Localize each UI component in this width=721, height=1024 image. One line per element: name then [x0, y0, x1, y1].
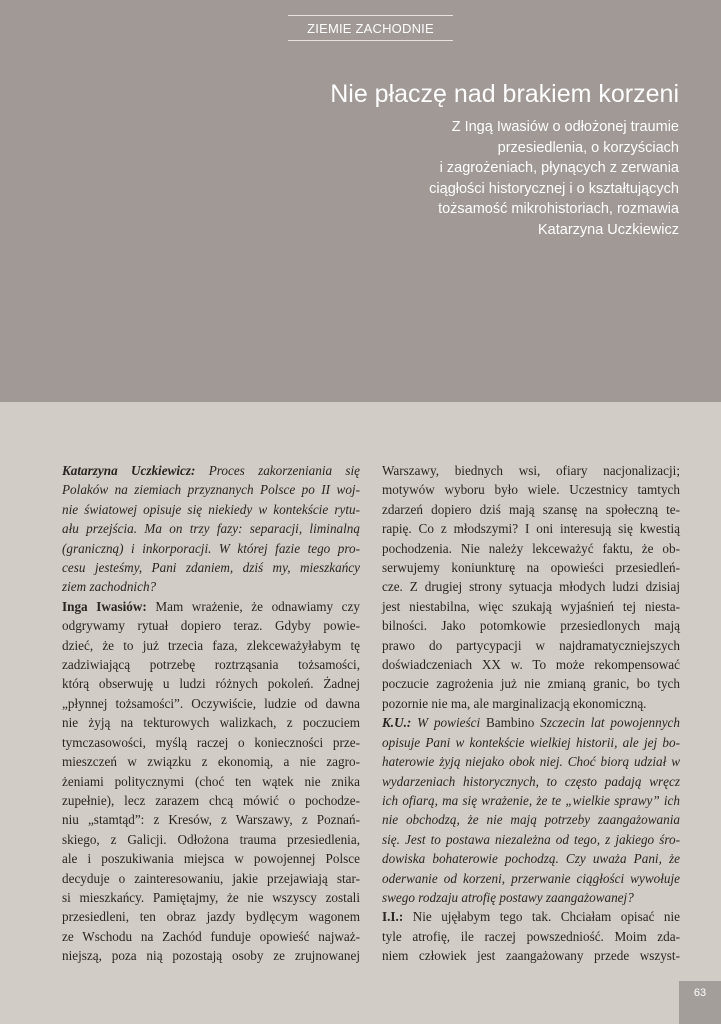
text-line [62, 907, 360, 926]
line-text: Szczecin lat powojennych [534, 715, 680, 731]
line-text: ziem zachodnich? [62, 579, 157, 595]
line-text: W powieści [411, 715, 486, 731]
line-text: bilności. Jako potomkowie przesiedlonych mają [382, 618, 680, 634]
text-line [62, 830, 360, 849]
text-line [382, 713, 680, 732]
line-text: nie żyją na tekturowych walizkach, z poczuciem [62, 715, 360, 731]
text-line [62, 636, 360, 655]
line-text: haterowie żyją niejako obok niej. Choć biorą udział w [382, 754, 680, 770]
line-text: niejszą, poza nią pozostają osoby ze zrujnowanej [62, 948, 360, 964]
line-text: tymczasowości, myślą raczej o konieczności prze- [62, 734, 360, 750]
text-line [382, 946, 680, 965]
text-line [382, 849, 680, 868]
text-line [382, 869, 680, 888]
line-text: Nie ujęłabym tego tak. Chciałam opisać nie [403, 909, 680, 925]
line-text: rapię. Co z młodszymi? I oni interesują się kwestią [382, 521, 680, 537]
text-line [382, 733, 680, 752]
line-text: swego rodzaju atrofię postawy zaangażowanej? [382, 889, 634, 905]
line-text: niu „stamtąd”: z Kresów, z Warszawy, z Poznań- [62, 812, 360, 828]
line-text: ału przejścia. Ma on trzy fazy: separacji, liminalną [62, 521, 360, 537]
text-line [382, 636, 680, 655]
text-line [62, 946, 360, 965]
speaker-name: I.I.: [382, 909, 404, 925]
text-line [382, 480, 680, 499]
text-line [382, 772, 680, 791]
line-text: którą obserwuję u ludzi różnych pokoleń. Żadnej [62, 676, 360, 692]
section-label: ZIEMIE ZACHODNIE [288, 15, 453, 41]
text-line [62, 752, 360, 771]
line-text: Proces zakorzeniania się [195, 463, 360, 478]
subtitle-line: Z Ingą Iwasiów o odłożonej traumie [451, 119, 679, 135]
page-number: 63 [679, 981, 721, 1024]
text-line [382, 888, 680, 907]
text-line [382, 539, 680, 558]
speaker-name: Katarzyna Uczkiewicz: [62, 463, 196, 478]
line-text: Warszawy, biednych wsi, ofiary nacjonalizacji; [382, 463, 680, 478]
line-text: skiego, z Galicji. Odłożona trauma przesiedlenia, [62, 831, 360, 847]
text-line [62, 558, 360, 577]
text-line [62, 810, 360, 829]
text-line [382, 577, 680, 596]
subtitle-line: przesiedlenia, o korzyściach [497, 139, 679, 156]
text-line [62, 655, 360, 674]
line-text: niem człowiek jest zaangażowany przede wszyst- [382, 948, 680, 964]
text-line [382, 810, 680, 829]
subtitle-line: i zagrożeniach, płynących z zerwania [439, 160, 679, 177]
text-line [62, 519, 360, 538]
line-text: motywów wyboru było wiele. Uczestnicy tamtych [382, 482, 680, 498]
article-title: Nie płaczę nad brakiem korzeni [330, 80, 679, 108]
text-line [62, 694, 360, 713]
text-line [62, 927, 360, 946]
line-text: poczucie zagrożenia już nie zmianą granic, bo tych [382, 676, 680, 692]
text-line [62, 500, 360, 519]
text-line [62, 539, 360, 558]
subtitle-line: ciągłości historycznej i o kształtujących [429, 180, 679, 197]
text-line [382, 694, 680, 713]
text-line [62, 461, 360, 480]
line-text: „płynnej tożsamości”. Oczywiście, ludzie od dawna [62, 695, 360, 711]
text-line [382, 558, 680, 577]
line-text: si mieszkańcy. Pamiętajmy, że nie wszyscy zostali [62, 889, 360, 905]
line-text: nie światowej opisuje się niekiedy w kontekście rytu- [62, 501, 360, 517]
text-line [62, 869, 360, 888]
line-text: (graniczną) i inkorporacji. W której fazie tego pro- [62, 540, 360, 556]
line-text: wydarzeniach historycznych, to często padają wręcz [382, 773, 680, 789]
text-line [382, 907, 680, 926]
text-line [382, 791, 680, 810]
text-line [62, 888, 360, 907]
line-text: Polaków na ziemiach przyznanych Polsce po II woj- [62, 482, 360, 498]
line-text: dzieć, że to już trzecia faza, zlekceważyłabym tę [62, 637, 360, 653]
line-text: cesu jesteśmy, Pani zdaniem, dziś my, mieszkańcy [62, 560, 360, 576]
line-text: ich ofiarą, ma się wrażenie, że te „wielkie sprawy” ich [382, 792, 680, 808]
text-line [62, 849, 360, 868]
line-text: pozornie nie ma, ale marginalizacją ekonomiczną. [382, 695, 647, 711]
text-line [382, 519, 680, 538]
text-line [62, 577, 360, 596]
line-text: zupełnie), lecz zarazem chcą mówić o pochodze- [62, 792, 360, 808]
line-text: przesiedleni, ten obraz jazdy bydlęcym wagonem [62, 909, 360, 925]
line-text: decyduje o zainteresowaniu, jakie przejawiają star- [62, 870, 360, 886]
header-banner [0, 0, 721, 402]
text-line [382, 830, 680, 849]
line-text: serwujemy koniunkturę na opowieści przesiedleń- [382, 560, 680, 576]
line-text: mieszczeń w związku z ekonomią, a nie zagro- [62, 754, 360, 770]
line-text: żeniami politycznymi (choć ten wątek nie znika [62, 773, 360, 789]
text-line [382, 752, 680, 771]
line-text: się. Jest to postawa niezależna od tego, z jakiego śro- [382, 831, 680, 847]
text-column-left [62, 461, 360, 966]
text-line [62, 597, 360, 616]
subtitle-line: tożsamość mikrohistoriach, rozmawia [438, 201, 679, 218]
text-line [382, 927, 680, 946]
book-title: Bambino [485, 715, 535, 731]
line-text: zadziwiającą potrzebę roztrząsania tożsamości, [62, 657, 360, 673]
line-text: dowiska bohaterowie pochodzą. Czy uważa Pani, że [382, 851, 680, 867]
text-line [62, 733, 360, 752]
text-line [382, 674, 680, 693]
line-text: opisuje Pani w kontekście wielkiej historii, ale jej bo- [382, 734, 680, 750]
text-line [382, 461, 680, 480]
text-column-right [382, 461, 680, 966]
line-text: oderwanie od korzeni, przerwanie ciągłości wywołuje [382, 870, 680, 886]
line-text: zdarzeń dopiero dziś mają szansę na społeczną te- [382, 501, 680, 517]
text-line [382, 655, 680, 674]
speaker-name: Inga Iwasiów: [62, 598, 147, 614]
line-text: nie obchodzą, że nie mają potrzeby zaangażowania [382, 812, 680, 828]
text-line [62, 791, 360, 810]
text-line [382, 616, 680, 635]
article-subtitle [349, 117, 679, 241]
text-line [62, 713, 360, 732]
text-line [62, 616, 360, 635]
line-text: tyle atrofię, ile raczej powszedniość. Moim zda- [382, 928, 680, 944]
line-text: Mam wrażenie, że odnawiamy czy [146, 598, 360, 614]
line-text: pochodzenia. Nie należy lekceważyć faktu, że ob- [382, 540, 680, 556]
line-text: doświadczeniach XX w. To może rekompensować [382, 657, 680, 673]
line-text: jest niestabilna, więc szukają wyjaśnień tej niesta- [382, 598, 680, 614]
text-line [62, 480, 360, 499]
text-line [382, 597, 680, 616]
text-line [62, 674, 360, 693]
text-line [382, 500, 680, 519]
line-text: ale i poszukiwania miejsca w powojennej Polsce [62, 851, 360, 867]
speaker-name: K.U.: [382, 715, 412, 731]
line-text: cze. Z drugiej strony sytuacja młodych ludzi dzisiaj [382, 579, 680, 595]
line-text: ze Wschodu na Zachód funduje opowieść najważ- [62, 928, 360, 944]
line-text: prawo do partycypacji w najdramatyczniejszych [382, 637, 680, 653]
text-line [62, 772, 360, 791]
subtitle-line: Katarzyna Uczkiewicz [537, 221, 679, 238]
line-text: odgrywamy rytuał dopiero teraz. Gdyby powie- [62, 618, 360, 634]
